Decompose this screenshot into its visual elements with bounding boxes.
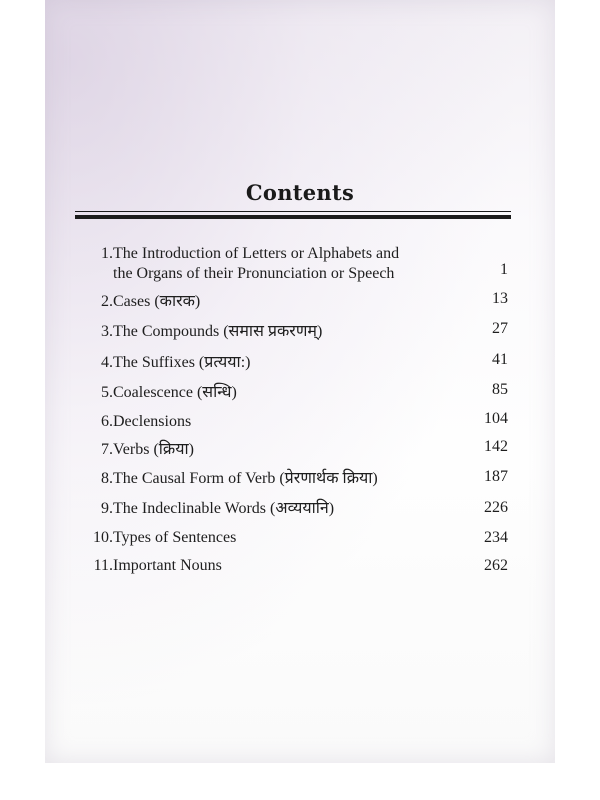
entry-title-line: the Organs of their Pronunciation or Speech (113, 265, 395, 282)
entry-title: Declensions (113, 413, 192, 430)
entry-number: 3. (101, 323, 113, 340)
entry-number: 11. (93, 557, 113, 574)
entry-page: 104 (484, 410, 508, 427)
entry-title-line: The Introduction of Letters or Alphabets and (113, 245, 400, 262)
book-page (45, 0, 555, 763)
entry-page: 234 (484, 529, 508, 546)
entry-title: Verbs (क्रिया) (113, 441, 194, 458)
entry-page: 142 (484, 438, 508, 455)
entry-page: 1 (500, 261, 508, 278)
entry-page: 85 (492, 381, 508, 398)
entry-number: 7. (101, 441, 113, 458)
contents-heading: Contents (245, 180, 355, 205)
entry-title: The Compounds (समास प्रकरणम्) (113, 323, 323, 340)
entry-title: Cases (कारक) (113, 293, 201, 310)
entry-title: The Causal Form of Verb (प्रेरणार्थक क्रिया) (113, 470, 378, 487)
entry-number: 5. (101, 384, 113, 401)
entry-number: 6. (101, 413, 113, 430)
entry-title: Coalescence (सन्धि) (113, 384, 237, 401)
entry-title: Important Nouns (113, 557, 222, 574)
entry-number: 10. (93, 529, 113, 546)
entry-page: 13 (492, 290, 508, 307)
table-of-contents (45, 0, 555, 763)
entry-page: 226 (484, 499, 508, 516)
entry-page: 187 (484, 468, 508, 485)
entry-number: 9. (101, 500, 113, 517)
entry-title: The Suffixes (प्रत्यया:) (113, 354, 251, 371)
entry-title: Types of Sentences (113, 529, 237, 546)
entry-number: 2. (101, 293, 113, 310)
entry-number: 1. (101, 245, 113, 262)
entry-page: 262 (484, 557, 508, 574)
entry-number: 8. (101, 470, 113, 487)
entry-page: 41 (492, 351, 508, 368)
entry-title: The Indeclinable Words (अव्ययानि) (113, 500, 335, 517)
entry-page: 27 (492, 320, 508, 337)
entry-number: 4. (101, 354, 113, 371)
entry-title (113, 244, 399, 284)
